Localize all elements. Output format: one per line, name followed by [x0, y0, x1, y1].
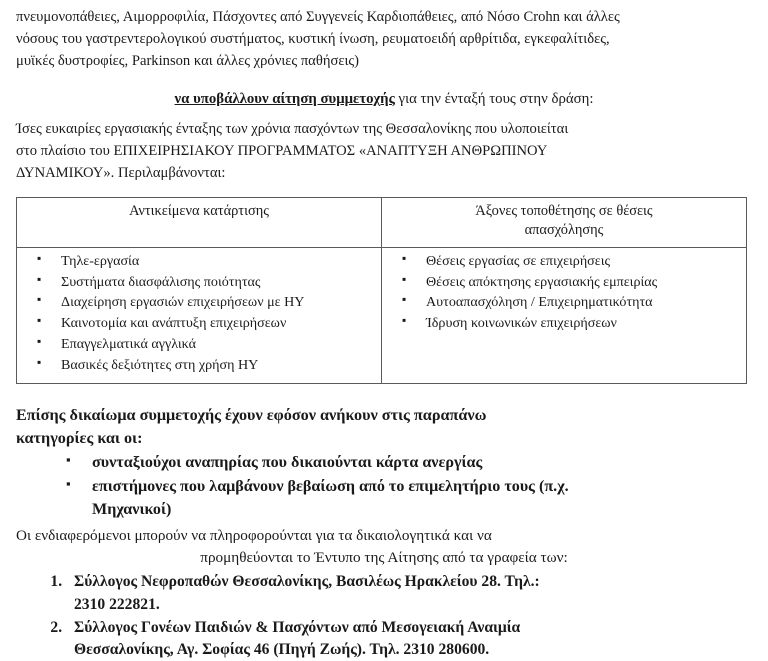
eligibility-list: [16, 452, 752, 522]
list-item-text: Σύλλογος Νεφροπαθών Θεσσαλονίκης, Βασιλέως Ηρακλείου 28. Τηλ.:: [74, 573, 540, 591]
list-item-text: συνταξιούχοι αναπηρίας που δικαιούνται κάρτα ανεργίας: [92, 453, 483, 471]
paragraph-line: ΔΥΝΑΜΙΚΟΥ». Περιλαμβάνονται:: [16, 165, 226, 181]
paragraph-line: στο πλαίσιο του ΕΠΙΧΕΙΡΗΣΙΑΚΟΥ ΠΡΟΓΡΑΜΜΑΤΟΣ «ΑΝΑΠΤΥΞΗ ΑΝΘΡΩΠΙΝΟΥ: [16, 143, 548, 160]
paragraph-line: μυϊκές δυστροφίες, Parkinson και άλλες χρόνιες παθήσεις): [16, 53, 360, 70]
list-item-text-cont: 2310 222821.: [74, 595, 160, 613]
paragraph-line: νόσους του γαστρεντερολογικού συστήματος, κυστική ίνωση, ρευματοειδή αρθρίτιδα, εγκεφαλίτιδες,: [16, 31, 610, 48]
table-body-row: [17, 247, 747, 383]
paragraph-line: προμηθεύονται το Έντυπο της Αίτησης από τα γραφεία των:: [200, 549, 568, 567]
training-subjects-list: [23, 251, 375, 376]
list-item-text-cont: Μηχανικοί): [92, 500, 172, 518]
list-item: [16, 452, 752, 475]
organizations-list: [16, 571, 752, 661]
list-item: ▪ Διαχείρηση εργασιών επιχειρήσεων με ΗΥ: [23, 292, 375, 313]
table-header-right: [382, 197, 747, 247]
list-item: ▪ Επαγγελματικά αγγλικά: [23, 334, 375, 355]
list-item-text-cont: Θεσσαλονίκης, Αγ. Σοφίας 46 (Πηγή Ζωής). Τηλ. 2310 280600.: [74, 640, 490, 658]
list-item: ▪ Ίδρυση κοινωνικών επιχειρήσεων: [388, 313, 740, 334]
list-item: ▪ Συστήματα διασφάλισης ποιότητας: [23, 272, 375, 293]
list-item: ▪ Αυτοαπασχόληση / Επιχειρηματικότητα: [388, 292, 740, 313]
list-item: ▪ Καινοτομία και ανάπτυξη επιχειρήσεων: [23, 313, 375, 334]
table-cell-left: [17, 247, 382, 383]
paragraph-line: Οι ενδιαφερόμενοι μπορούν να πληροφορούνται για τα δικαιολογητικά και να: [16, 527, 492, 545]
table-header-left: Αντικείμενα κατάρτισης: [17, 197, 382, 247]
list-item: [66, 617, 752, 661]
list-item: ▪ Βασικές δεξιότητες στη χρήση ΗΥ: [23, 355, 375, 376]
list-item: [16, 476, 752, 522]
list-item: ▪ Θέσεις απόκτησης εργασιακής εμπειρίας: [388, 272, 740, 293]
table-header-right-line2: απασχόλησης: [524, 222, 604, 239]
list-item-text: Σύλλογος Γονέων Παιδιών & Πασχόντων από Μεσογειακή Αναιμία: [74, 618, 521, 636]
training-placement-table: [16, 197, 747, 384]
info-paragraph: [16, 525, 752, 569]
placement-axes-list: [388, 251, 740, 334]
top-paragraph: [16, 6, 750, 73]
submit-application-rest: για την ένταξή τους στην δράση:: [394, 90, 594, 107]
paragraph-line: πνευμονοπάθειες, Αιμορροφιλία, Πάσχοντες από Συγγενείς Καρδιοπάθειες, από Νόσο Crohn και άλλες: [16, 9, 620, 25]
eligibility-heading: [16, 404, 752, 450]
table-header-right-line1: Άξονες τοποθέτησης σε θέσεις: [475, 202, 653, 219]
eligibility-heading-line2: κατηγορίες και οι:: [16, 428, 143, 447]
program-paragraph: [16, 119, 752, 185]
submit-application-underlined: να υποβάλλουν αίτηση συμμετοχής: [174, 90, 395, 107]
list-item: [66, 571, 752, 615]
table-header-row: [17, 197, 747, 247]
table-cell-right: [382, 247, 747, 383]
list-item: ▪ Θέσεις εργασίας σε επιχειρήσεις: [388, 251, 740, 272]
list-item: ▪ Τηλε-εργασία: [23, 251, 375, 272]
submit-application-heading: [14, 89, 754, 110]
paragraph-line: Ίσες ευκαιρίες εργασιακής ένταξης των χρόνια πασχόντων της Θεσσαλονίκης που υλοποιείται: [16, 121, 569, 138]
list-item-text: επιστήμονες που λαμβάνουν βεβαίωση από το επιμελητήριο τους (π.χ.: [92, 477, 569, 495]
eligibility-heading-line1: Επίσης δικαίωμα συμμετοχής έχουν εφόσον ανήκουν στις παραπάνω: [16, 405, 487, 424]
